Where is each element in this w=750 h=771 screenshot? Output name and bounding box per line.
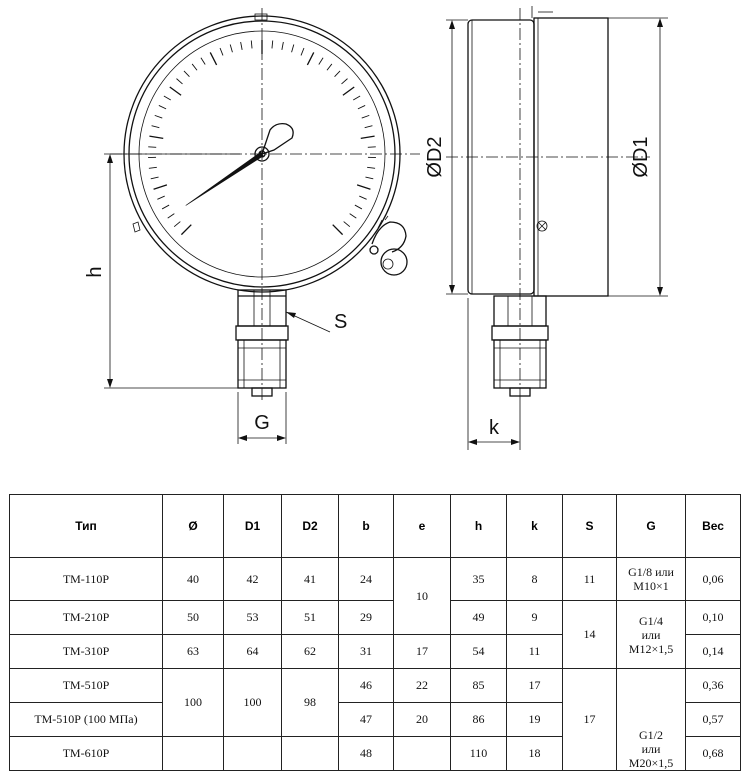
col-header: S [563,495,617,558]
minor-tick [164,96,171,100]
minor-tick [272,41,273,49]
minor-tick [365,126,373,128]
col-header: G [617,495,686,558]
cell-b: 47 [339,703,394,737]
cell-k: 19 [507,703,563,737]
cell-h: 49 [451,601,507,635]
minor-tick [201,58,205,65]
cell-weight: 0,57 [686,703,741,737]
minor-tick [358,105,365,108]
label-D2: ØD2 [424,136,446,177]
minor-tick [251,41,252,49]
cell-e: 10 [394,558,451,635]
label-h: h [84,266,106,277]
minor-tick [176,79,182,84]
cell-weight: 0,06 [686,558,741,601]
minor-tick [344,222,350,227]
minor-tick [319,58,323,65]
cell-type: ТМ-510Р [10,669,163,703]
minor-tick [301,48,304,55]
minor-tick [220,48,223,55]
cell-o: 63 [163,635,224,669]
cell-weight: 0,36 [686,669,741,703]
minor-tick [362,115,370,118]
minor-tick [157,196,164,199]
minor-tick [353,96,360,100]
cell-o: 100 [163,669,224,737]
cell-o [163,737,224,771]
gauge-needle [186,152,264,205]
cell-h: 85 [451,669,507,703]
cell-weight: 0,68 [686,737,741,771]
minor-tick [230,45,232,53]
cell-h: 110 [451,737,507,771]
major-tick [343,87,354,95]
label-S: S [334,311,347,333]
cell-d2: 41 [282,558,339,601]
major-tick [181,225,191,235]
cell-e: 17 [394,635,451,669]
cell-d1: 53 [224,601,282,635]
minor-tick [359,196,366,199]
cell-g: G1/4 или M12×1,5 [617,601,686,669]
cell-h: 86 [451,703,507,737]
col-header: k [507,495,563,558]
needle-pointer [186,152,264,205]
col-header: Вес [686,495,741,558]
cell-s: 14 [563,601,617,669]
minor-tick [152,126,160,128]
cell-e: 22 [394,669,451,703]
cell-d1: 42 [224,558,282,601]
major-tick [307,52,313,64]
cell-k: 17 [507,669,563,703]
dimension-S [286,311,347,333]
cell-b: 46 [339,669,394,703]
major-tick [149,136,163,138]
minor-tick [192,64,197,70]
col-header: b [339,495,394,558]
cell-b: 48 [339,737,394,771]
cell-k: 11 [507,635,563,669]
col-header: Тип [10,495,163,558]
cell-type: ТМ-610Р [10,737,163,771]
cell-o: 50 [163,601,224,635]
cell-b: 29 [339,601,394,635]
front-view [84,8,420,444]
cell-e: 20 [394,703,451,737]
label-G: G [254,412,270,434]
col-header: e [394,495,451,558]
col-header: Ø [163,495,224,558]
cell-e [394,737,451,771]
minor-tick [368,147,376,148]
minor-tick [367,167,375,168]
major-tick [210,52,216,64]
minor-tick [365,177,373,179]
minor-tick [168,214,175,218]
side-view [424,6,668,450]
col-header: h [451,495,507,558]
cell-d2: 51 [282,601,339,635]
cell-h: 54 [451,635,507,669]
dimension-h [84,154,240,388]
minor-tick [335,71,340,77]
major-tick [154,185,167,189]
minor-tick [342,79,348,84]
cell-k: 9 [507,601,563,635]
table-row [10,601,741,635]
vent-plug [370,216,407,275]
cell-k: 18 [507,737,563,771]
cell-type: ТМ-110Р [10,558,163,601]
table-row [10,669,741,703]
cell-type: ТМ-210Р [10,601,163,635]
cell-s: 17 [563,669,617,771]
minor-tick [159,105,166,108]
cell-s: 11 [563,558,617,601]
minor-tick [149,167,157,168]
cell-o: 40 [163,558,224,601]
minor-tick [148,147,156,148]
minor-tick [292,45,294,53]
table-row [10,558,741,601]
minor-tick [350,214,357,218]
cell-d2: 98 [282,669,339,737]
col-header: D1 [224,495,282,558]
minor-tick [355,205,362,209]
label-D1: ØD1 [630,136,652,177]
cell-b: 31 [339,635,394,669]
cell-d1: 64 [224,635,282,669]
major-tick [333,225,343,235]
spec-table [9,494,741,771]
minor-tick [162,205,169,209]
minor-tick [184,71,189,77]
minor-tick [174,222,180,227]
cell-type: ТМ-510Р (100 МПа) [10,703,163,737]
cell-weight: 0,14 [686,635,741,669]
minor-tick [155,115,163,118]
col-header: D2 [282,495,339,558]
cell-d2 [282,737,339,771]
cell-g: G1/8 или M10×1 [617,558,686,601]
minor-tick [151,177,159,179]
cell-h: 35 [451,558,507,601]
cell-type: ТМ-310Р [10,635,163,669]
minor-tick [241,42,242,50]
table-header-row [10,495,741,558]
major-tick [361,136,375,138]
cell-k: 8 [507,558,563,601]
cell-d1 [224,737,282,771]
label-k: k [489,417,500,439]
cell-b: 24 [339,558,394,601]
cell-d2: 62 [282,635,339,669]
minor-tick [282,42,283,50]
major-tick [357,185,370,189]
major-tick [170,87,181,95]
cell-g: G1/2 или M20×1,5 [617,669,686,771]
cell-d1: 100 [224,669,282,737]
cell-weight: 0,10 [686,601,741,635]
minor-tick [327,64,332,70]
